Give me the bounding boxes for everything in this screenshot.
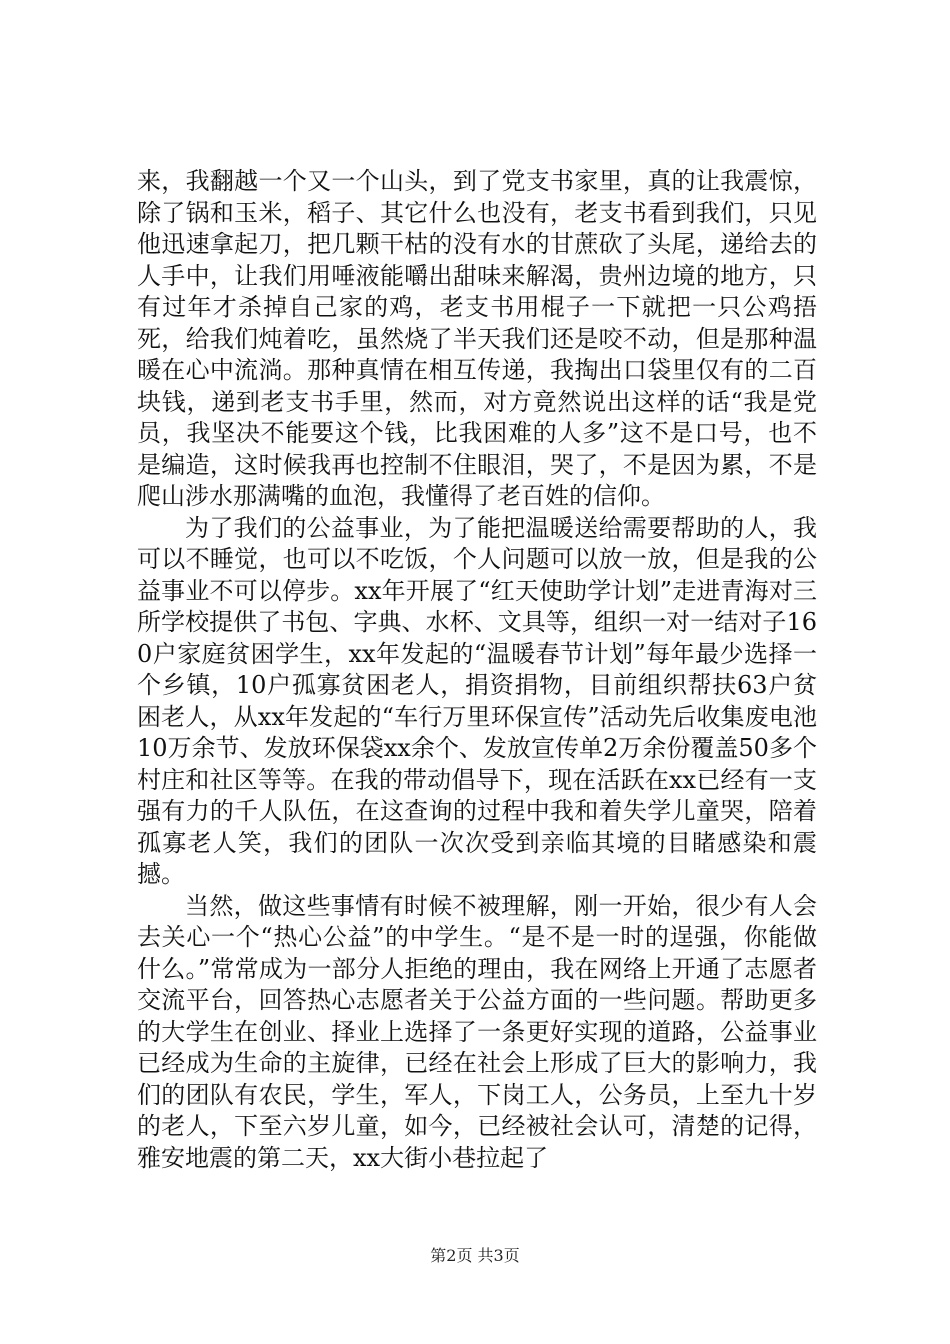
document-body [137,166,817,1174]
paragraph-charity-projects: 为了我们的公益事业，为了能把温暖送给需要帮助的人，我可以不睡觉，也可以不吃饭，个人问题可以放一放，但是我的公益事业不可以停步。xx年开展了“红天使助学计划”走进青海对三所学校提供了书包、字典、水杯、文具等，组织一对一结对子160户家庭贫困学生，xx年发起的“温暖春节计划”每年最少选择一个乡镇，10户孤寡贫困老人，捐资捐物，目前组织帮扶63户贫困老人，从xx年发起的“车行万里环保宣传”活动先后收集废电池10万余节、发放环保袋xx余个、发放宣传单2万余份覆盖50多个村庄和社区等等。在我的带动倡导下，现在活跃在xx已经有一支强有力的千人队伍，在这查询的过程中我和着失学儿童哭，陪着孤寡老人笑，我们的团队一次次受到亲临其境的目睹感染和震撼。 [137,513,817,888]
page-footer: 第2页 共3页 [430,1246,520,1265]
paragraph-misunderstanding: 当然，做这些事情有时候不被理解，刚一开始，很少有人会去关心一个“热心公益”的中学生。“是不是一时的逞强，你能做什么。”常常成为一部分人拒绝的理由，我在网络上开通了志愿者交流平台，回答热心志愿者关于公益方面的一些问题。帮助更多的大学生在创业、择业上选择了一条更好实现的道路，公益事业已经成为生命的主旋律，已经在社会上形成了巨大的影响力，我们的团队有农民，学生，军人，下岗工人，公务员，上至九十岁的老人，下至六岁儿童，如今，已经被社会认可，清楚的记得，雅安地震的第二天，xx大街小巷拉起了 [137,891,817,1172]
paragraph-continuation: 来，我翻越一个又一个山头，到了党支书家里，真的让我震惊，除了锅和玉米，稻子、其它什么也没有，老支书看到我们，只见他迅速拿起刀，把几颗干枯的没有水的甘蔗砍了头尾，递给去的人手中，让我们用唾液能嚼出甜味来解渴，贵州边境的地方，只有过年才杀掉自己家的鸡，老支书用棍子一下就把一只公鸡捂死，给我们炖着吃，虽然烧了半天我们还是咬不动，但是那种温暖在心中流淌。那种真情在相互传递，我掏出口袋里仅有的二百块钱，递到老支书手里，然而，对方竟然说出这样的话“我是党员，我坚决不能要这个钱，比我困难的人多”这不是口号，也不是编造，这时候我再也控制不住眼泪，哭了，不是因为累，不是爬山涉水那满嘴的血泡，我懂得了老百姓的信仰。 [137,167,817,510]
